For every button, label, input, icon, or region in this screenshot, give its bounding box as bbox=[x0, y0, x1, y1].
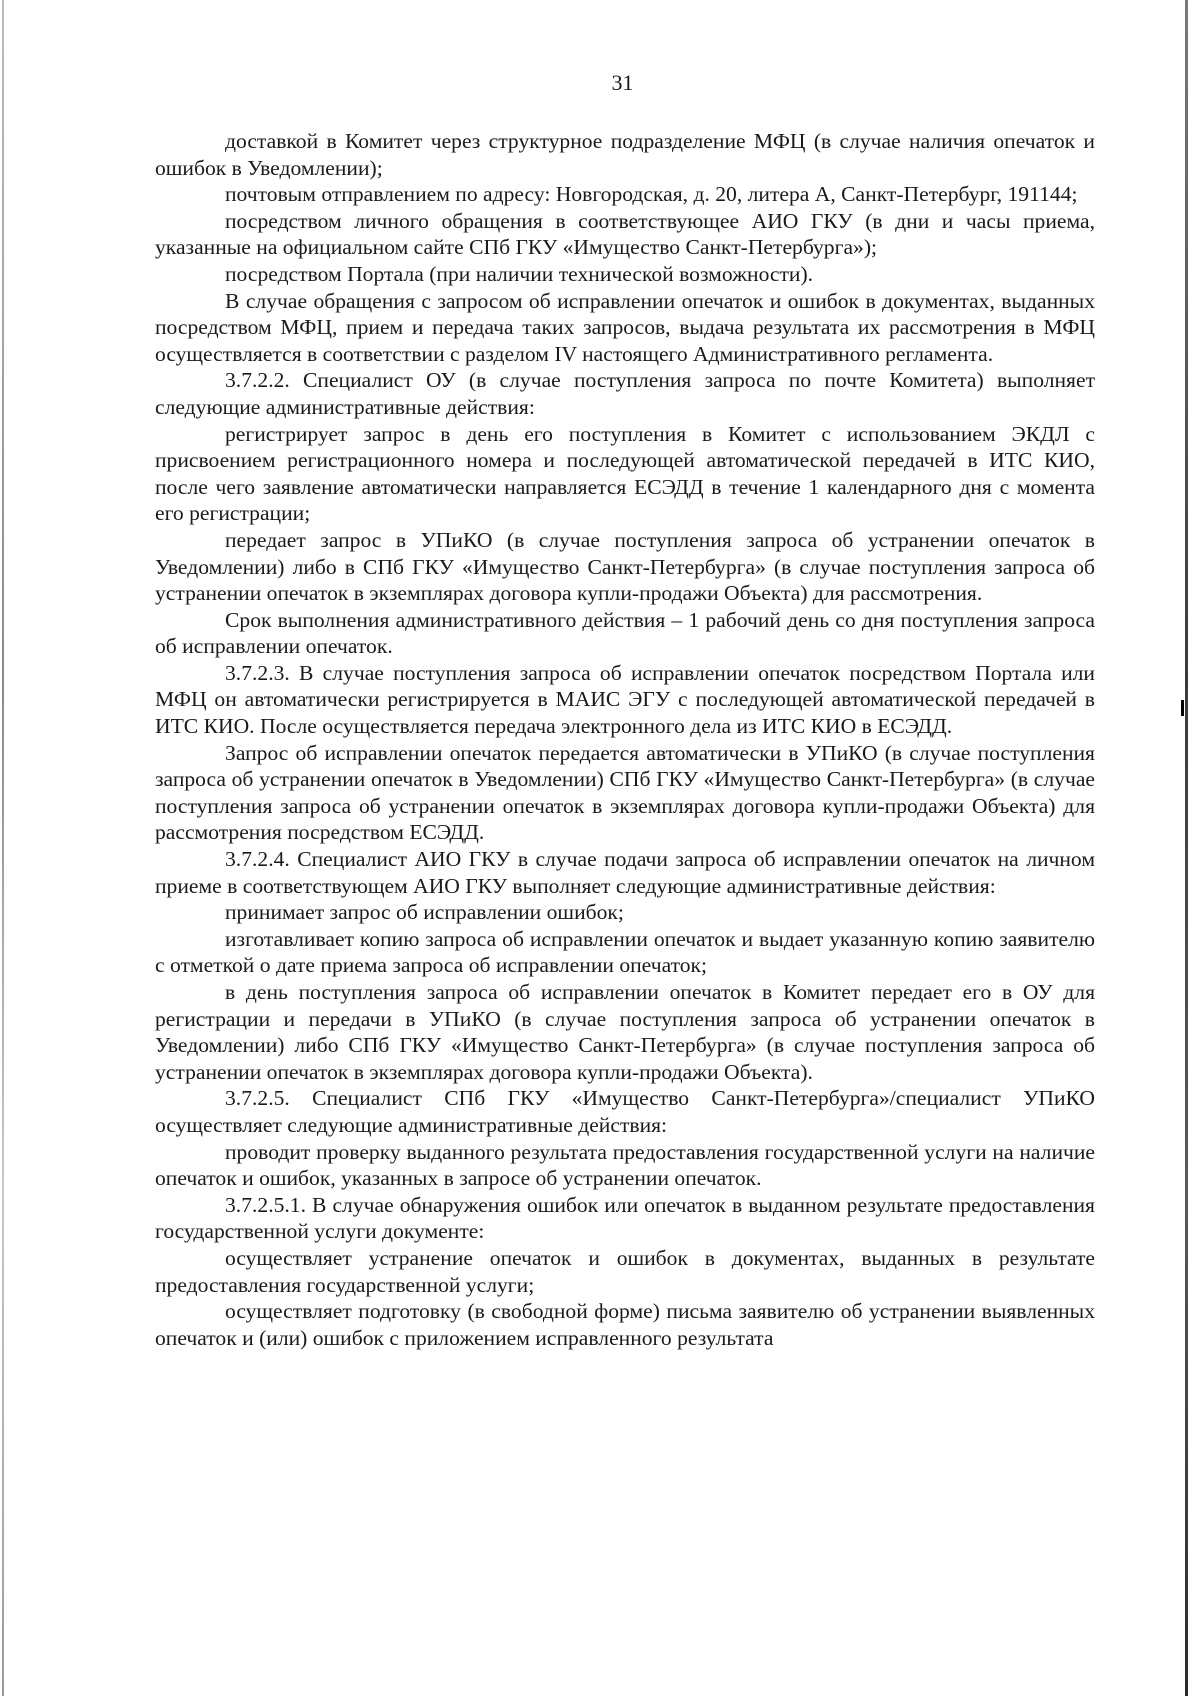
page-number: 31 bbox=[611, 70, 634, 95]
scan-edge-right bbox=[1185, 0, 1188, 1696]
paragraph: В случае обращения с запросом об исправлении опечаток и ошибок в документах, выданных посредством МФЦ, прием и передача таких запросов, выдача результата их рассмотрения в МФЦ осуществляется в соответствии с разделом IV настоящего Административного регламента. bbox=[155, 288, 1095, 366]
paragraph: 3.7.2.3. В случае поступления запроса об исправлении опечаток посредством Портала или МФЦ он автоматически регистрируется в МАИС ЭГУ с последующей автоматической передачей в ИТС КИО. После осуществляется передача электронного дела из ИТС КИО в ЕСЭДД. bbox=[155, 660, 1095, 739]
paragraph: Срок выполнения административного действия – 1 рабочий день со дня поступления запроса об исправлении опечаток. bbox=[155, 607, 1095, 659]
paragraph: 3.7.2.5.1. В случае обнаружения ошибок или опечаток в выданном результате предоставления государственной услуги документе: bbox=[155, 1192, 1095, 1244]
paragraph: передает запрос в УПиКО (в случае поступления запроса об устранении опечаток в Уведомлении) либо в СПб ГКУ «Имущество Санкт-Петербурга» (в случае поступления запроса об устранении опечаток в экземплярах договора купли-продажи Объекта) для рассмотрения. bbox=[155, 527, 1095, 606]
paragraph: 3.7.2.5. Специалист СПб ГКУ «Имущество Санкт-Петербурга»/специалист УПиКО осуществляет следующие административные действия: bbox=[155, 1086, 1095, 1137]
paragraph: 3.7.2.2. Специалист ОУ (в случае поступления запроса по почте Комитета) выполняет следующие административные действия: bbox=[155, 368, 1095, 419]
scan-artifact-mark bbox=[1181, 700, 1184, 716]
paragraph: принимает запрос об исправлении ошибок; bbox=[225, 900, 624, 925]
paragraph: 3.7.2.4. Специалист АИО ГКУ в случае подачи запроса об исправлении опечаток на личном приеме в соответствующем АИО ГКУ выполняет следующие административные действия: bbox=[155, 847, 1095, 898]
paragraph: осуществляет устранение опечаток и ошибок в документах, выданных в результате предоставления государственной услуги; bbox=[155, 1245, 1095, 1297]
paragraph: почтовым отправлением по адресу: Новгородская, д. 20, литера А, Санкт-Петербург, 191144; bbox=[225, 182, 1078, 207]
paragraph: в день поступления запроса об исправлении опечаток в Комитет передает его в ОУ для регистрации и передачи в УПиКО (в случае поступления запроса об устранении опечаток в Уведомлении) либо СПб ГКУ «Имущество Санкт-Петербурга» (в случае поступления запроса об устранении опечаток в экземплярах договора купли-продажи Объекта). bbox=[155, 980, 1095, 1084]
paragraph: Запрос об исправлении опечаток передается автоматически в УПиКО (в случае поступления запроса об устранении опечаток в Уведомлении) СПб ГКУ «Имущество Санкт-Петербурга» (в случае поступления запроса об устранении опечаток в экземплярах договора купли-продажи Объекта) для рассмотрения посредством ЕСЭДД. bbox=[155, 740, 1095, 845]
paragraph: изготавливает копию запроса об исправлении опечаток и выдает указанную копию заявителю с отметкой о дате приема запроса об исправлении опечаток; bbox=[155, 926, 1095, 978]
paragraph: осуществляет подготовку (в свободной форме) письма заявителю об устранении выявленных опечаток и (или) ошибок с приложением исправленного результата bbox=[155, 1299, 1095, 1350]
paragraph: регистрирует запрос в день его поступления в Комитет с использованием ЭКДЛ с присвоением регистрационного номера и последующей автоматической передачей в ИТС КИО, после чего заявление автоматически направляется ЕСЭДД в течение 1 календарного дня с момента его регистрации; bbox=[155, 421, 1095, 526]
scan-edge-left bbox=[2, 0, 4, 1696]
paragraph: проводит проверку выданного результата предоставления государственной услуги на наличие опечаток и ошибок, указанных в запросе об устранении опечаток. bbox=[155, 1139, 1095, 1191]
paragraph: доставкой в Комитет через структурное подразделение МФЦ (в случае наличия опечаток и ошибок в Уведомлении); bbox=[155, 129, 1095, 180]
paragraph: посредством личного обращения в соответствующее АИО ГКУ (в дни и часы приема, указанные на официальном сайте СПб ГКУ «Имущество Санкт-Петербурга»); bbox=[155, 208, 1095, 260]
document-body bbox=[155, 128, 1095, 1351]
paragraph: посредством Портала (при наличии технической возможности). bbox=[225, 261, 814, 286]
